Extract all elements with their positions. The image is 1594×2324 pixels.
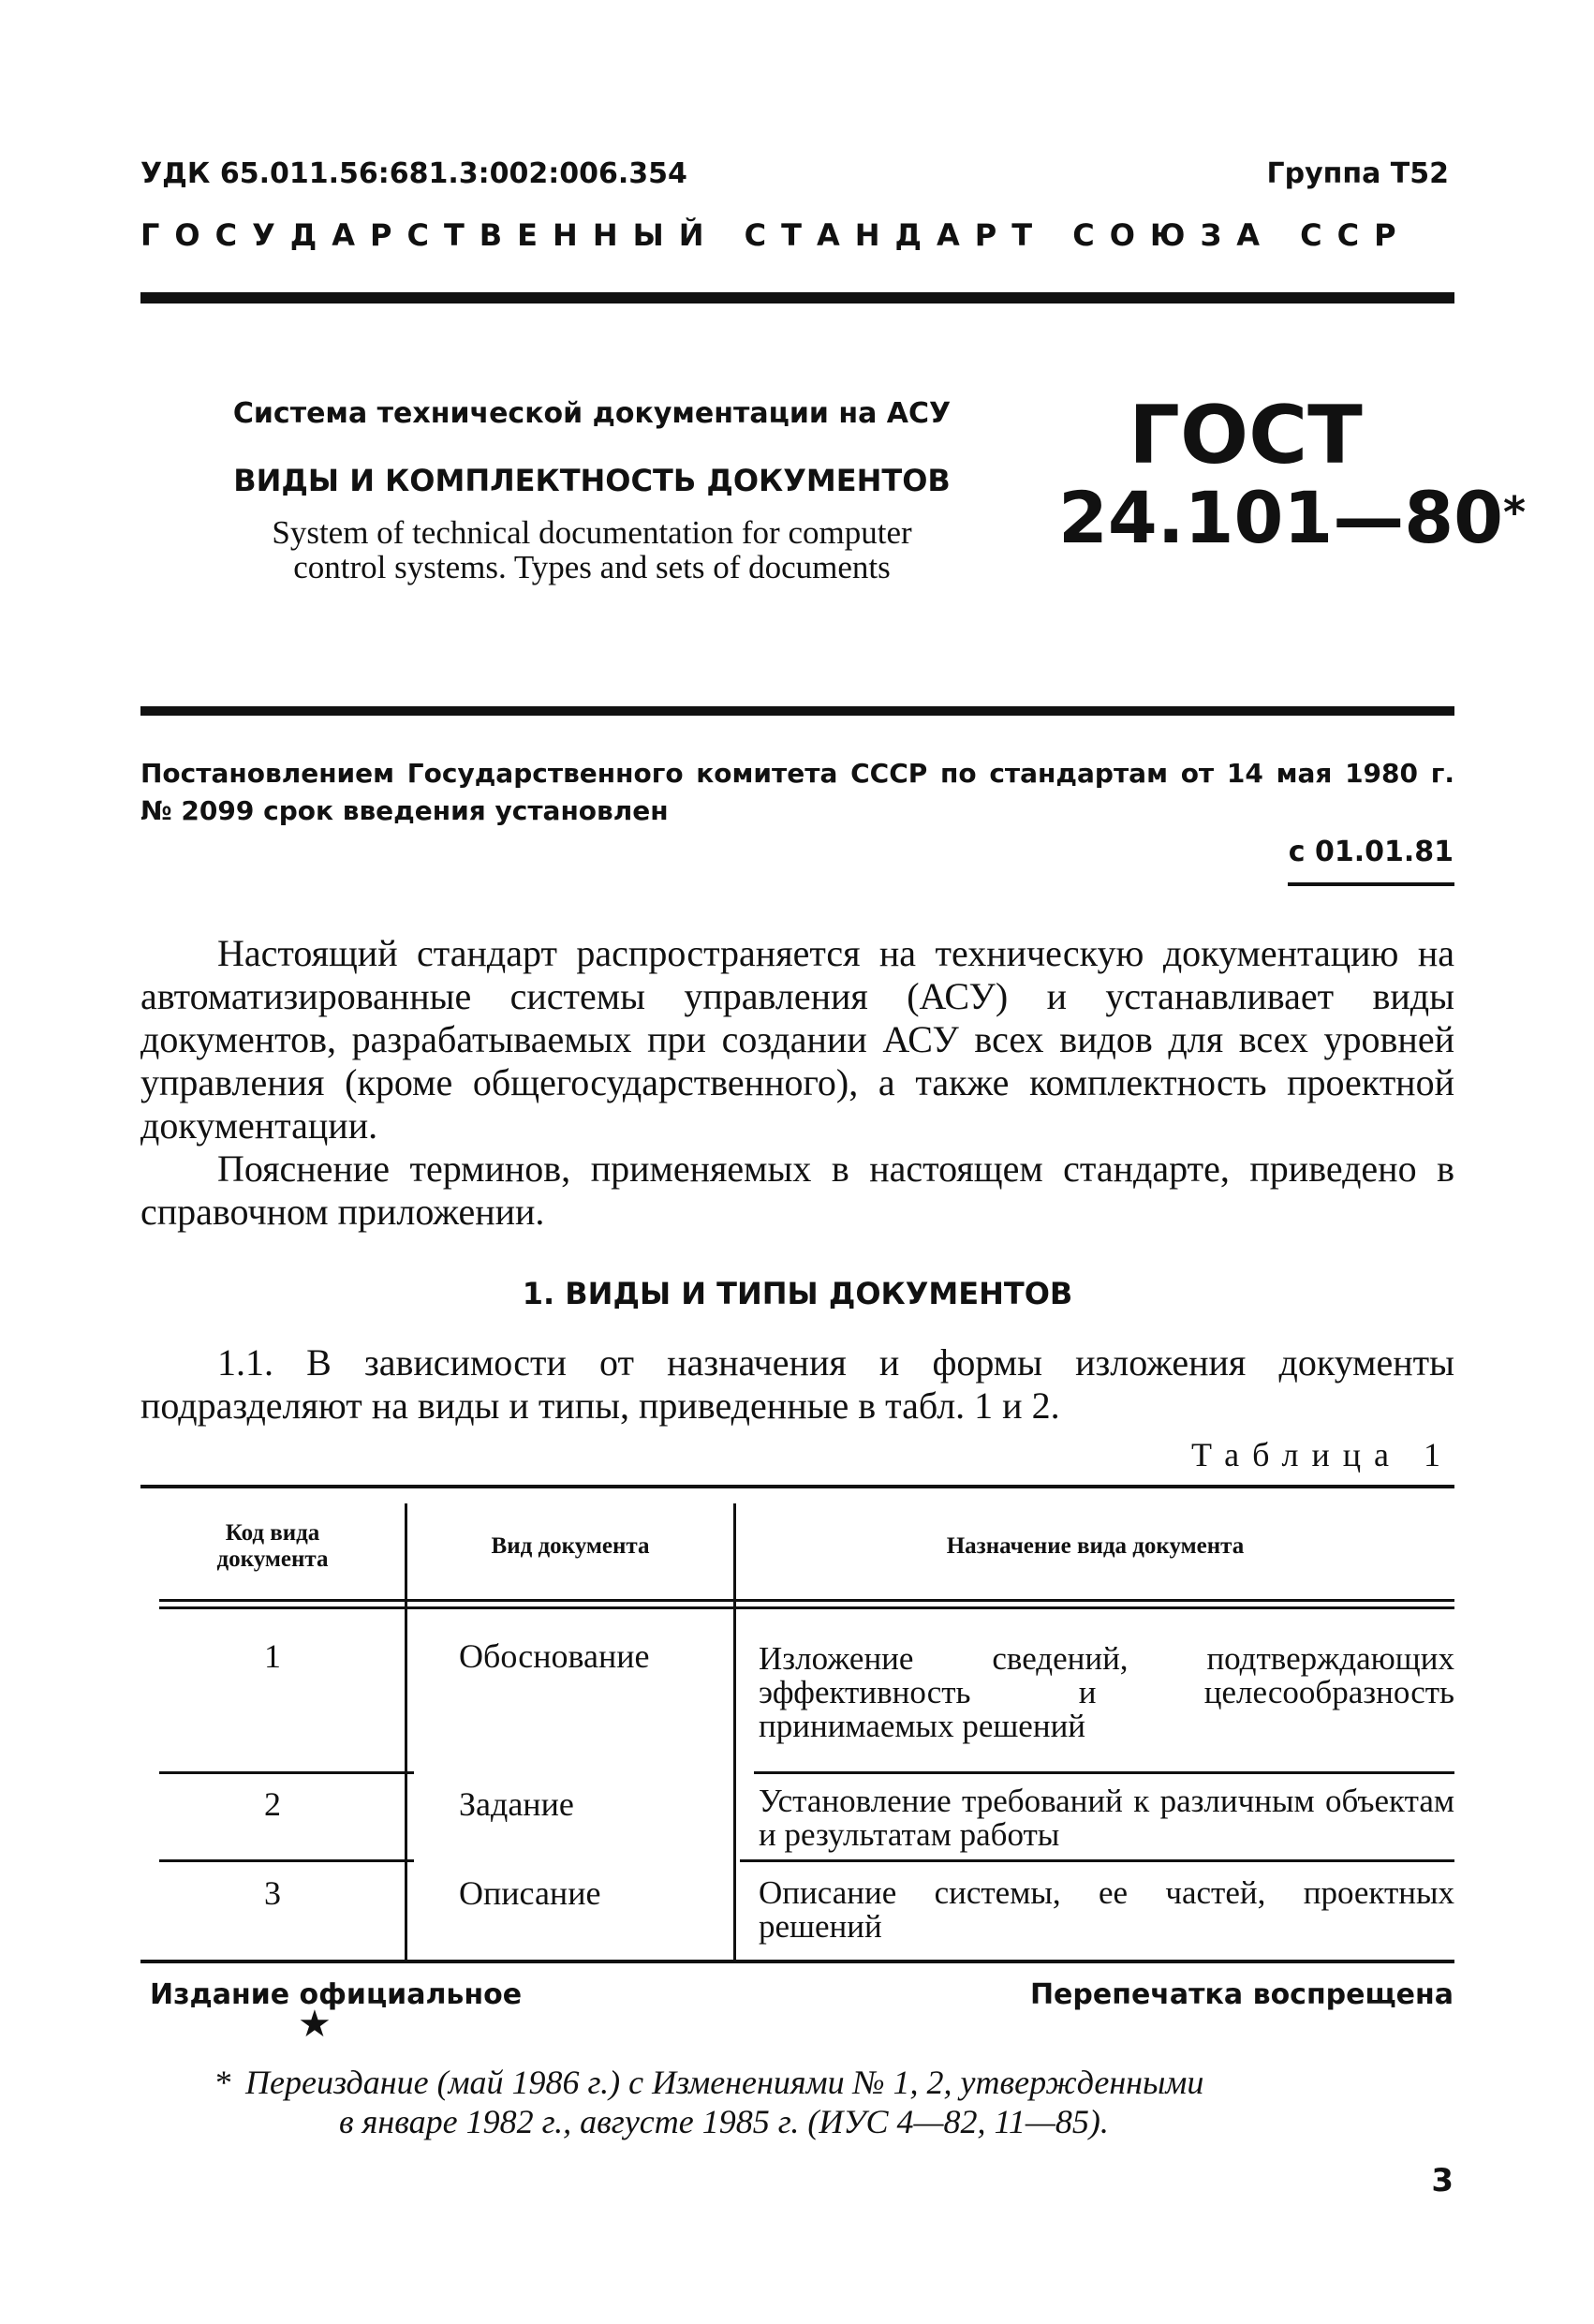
- title-rule: [140, 706, 1454, 716]
- header-type: Вид документа: [491, 1533, 650, 1559]
- row-separator-2b: [740, 1859, 1454, 1862]
- effective-date: с 01.01.81: [1288, 836, 1454, 868]
- system-title: Система технической документации на АСУ: [232, 397, 952, 430]
- gost-number: [1058, 476, 1527, 560]
- page-number: 3: [1431, 2162, 1454, 2199]
- clause-1-1: 1.1. В зависимости от назначения и формы изложения документы подразделяют на виды и типы, приведенные в табл. 1 и 2.: [140, 1341, 1454, 1427]
- header-rule-top: [159, 1599, 1454, 1602]
- document-title: ВИДЫ И КОМПЛЕКТНОСТЬ ДОКУМЕНТОВ: [233, 463, 951, 498]
- group-code: Группа Т52: [1266, 157, 1449, 190]
- gost-number-text: 24.101—80: [1058, 476, 1504, 559]
- row-3-type: Описание: [459, 1874, 601, 1912]
- header-rule-bottom: [159, 1606, 1454, 1609]
- star-icon: ★: [298, 2003, 332, 2045]
- header-code-line2: документа: [216, 1547, 329, 1572]
- header-code: [140, 1520, 405, 1573]
- udc-code: УДК 65.011.56:681.3:002:006.354: [140, 157, 687, 190]
- gost-asterisk: *: [1503, 487, 1527, 538]
- row-separator-2: [159, 1859, 414, 1862]
- footnote-line1-text: Переиздание (май 1986 г.) с Изменениями № 1, 2, утвержденными: [245, 2064, 1204, 2101]
- table-label: Таблица 1: [1191, 1436, 1454, 1473]
- reprint-prohibited: Перепечатка воспрещена: [1029, 1978, 1454, 2011]
- effective-date-underline: [1288, 882, 1454, 886]
- row-separator-1b: [754, 1771, 1454, 1774]
- state-standard-banner: ГОСУДАРСТВЕННЫЙ СТАНДАРТ СОЮЗА ССР: [140, 217, 1411, 253]
- row-1-purpose: Изложение сведений, подтверждающих эффективность и целесообразность принимаемых решений: [759, 1640, 1454, 1744]
- row-2-code: 2: [264, 1785, 281, 1823]
- header-rule: [140, 292, 1454, 303]
- terms-paragraph: Пояснение терминов, применяемых в настоящем стандарте, приведено в справочном приложении.: [140, 1147, 1454, 1233]
- row-3-purpose: Описание системы, ее частей, проектных решений: [759, 1874, 1454, 1945]
- row-2-purpose: Установление требований к различным объектам и результатам работы: [759, 1783, 1454, 1853]
- intro-paragraph: Настоящий стандарт распространяется на техническую документацию на автоматизированные системы управления (АСУ) и устанавливает виды документов, разрабатываемых при создании АСУ всех видов для всех уровней управления (кроме общегосударственного), а также комплектность проектной документации.: [140, 932, 1454, 1147]
- table-top-border: [140, 1485, 1454, 1488]
- row-1-code: 1: [264, 1637, 281, 1675]
- decree-text: Постановлением Государственного комитета СССР по стандартам от 14 мая 1980 г. № 2099 срок введения установлен: [140, 758, 1454, 826]
- table-bottom-border: [140, 1960, 1454, 1963]
- header-purpose: Назначение вида документа: [946, 1533, 1245, 1559]
- column-separator-1: [405, 1503, 407, 1961]
- official-edition: Издание официальное: [150, 1978, 523, 2011]
- footnote-line1: [215, 2063, 1454, 2102]
- english-title-line2: control systems. Types and sets of documents: [293, 549, 891, 585]
- header-code-line1: Код вида: [225, 1520, 320, 1546]
- table-1: [140, 1485, 1454, 1962]
- section-heading: 1. ВИДЫ И ТИПЫ ДОКУМЕНТОВ: [522, 1276, 1073, 1311]
- gost-label: ГОСТ: [1129, 389, 1363, 482]
- row-3-code: 3: [264, 1874, 281, 1912]
- english-title-line1: System of technical documentation for computer: [272, 514, 912, 551]
- reissue-footnote: [215, 2063, 1454, 2141]
- row-2-type: Задание: [459, 1785, 574, 1823]
- footnote-marker: *: [215, 2064, 232, 2101]
- row-1-type: Обоснование: [459, 1637, 650, 1675]
- footnote-line2: в январе 1982 г., августе 1985 г. (ИУС 4—82, 11—85).: [339, 2103, 1109, 2140]
- row-separator-1: [159, 1771, 414, 1774]
- column-separator-2: [733, 1503, 736, 1961]
- english-title: [217, 515, 967, 585]
